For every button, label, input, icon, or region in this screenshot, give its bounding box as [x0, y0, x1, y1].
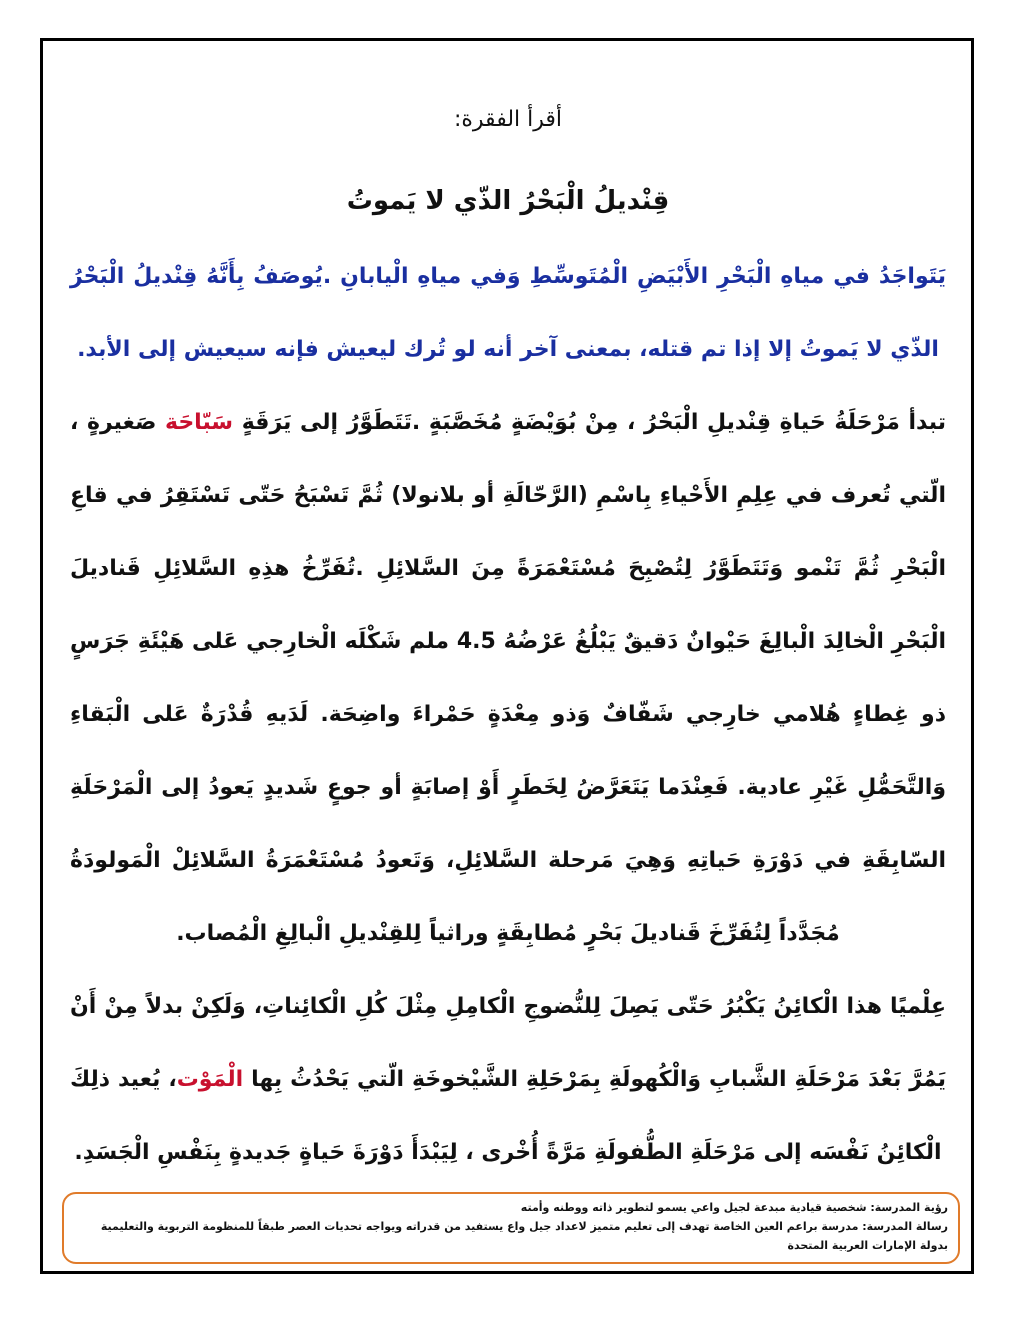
school-vision: رؤية المدرسة: شخصية قيادية مبدعة لجيل واعي يسمو لتطوير ذاته ووطنه وأمته [520, 1201, 948, 1214]
passage-title: قِنْديلُ الْبَحْرُ الذّي لا يَموتُ [346, 186, 670, 216]
rebirth-text-start: عِلْميًا هذا الْكائِنُ يَكْبُرُ حَتّى يَصِلَ لِلنُّضوجِ الْكامِلِ مِثْلَ كُلِ الْكائِناتِ، وَلَكِنْ بدلاً مِنْ أَنْ يَمُرَّ بَعْدَ مَرْحَلَةِ الشَّبابِ وَالْكُهولَةِ بِمَرْحَلِةِ الشَّيْخوخَةِ الّتي يَحْدُثُ بِها [70, 994, 946, 1092]
rebirth-paragraph [70, 970, 946, 1189]
life-cycle-text-end: صَغيرةٍ ، الّتي تُعرف في عِلِمِ الأَحْياءِ بِاسْمِ (الرَّحّالَةِ أو بلانولا) ثُمَّ تَسْبَحُ حَتّى تَسْتَقِرُ في قاعِ الْبَحْرِ ثُمَّ تَنْمو وَتَتَطَوَّرُ لِتُصْبِحَ مُسْتَعْمَرَةً مِنَ السَّلائِلِ .تُفَرِّخُ هذِهِ السَّلائِلِ قَناديلَ الْبَحْرِ الْخالِدَ الْبالِغَ حَيْوانٌ دَقيقٌ يَبْلُغُ عَرْضُهُ 4.5 ملم شَكْلَه الْخارِجي عَلى هَيْئَةِ جَرَسٍ ذو غِطاءٍ هُلامي خارِجي شَفّافٌ وَذو مِعْدَةٍ حَمْراءَ واضِحَة. لَدَيهِ قُدْرَةٌ عَلى الْبَقاءِ وَالتَّحَمُّلِ غَيْرِ عادية. فَعِنْدَما يَتَعَرَّضُ لِخَطَرٍ أَوْ إصابَةٍ أو جوعٍ شَديدٍ يَعودُ إلى الْمَرْحَلَةِ السّابِقَةِ في دَوْرَةِ حَياتِهِ وَهِيَ مَرحلة السَّلائِلِ، وَتَعودُ مُسْتَعْمَرَةُ السَّلائِلْ الْمَولودَةُ مُجَدَّداً لِتُفَرِّخَ قَناديلَ بَحْرٍ مُطابِقَةٍ وراثياً لِلقِنْديلِ الْبالِغِ الْمُصاب. [70, 410, 946, 946]
reading-content [70, 100, 946, 1189]
life-cycle-paragraph [70, 386, 946, 970]
highlight-death: الْمَوْت [176, 1067, 244, 1092]
instruction-heading: أقرأ الفقرة: [453, 107, 563, 132]
rebirth-text-end: ، يُعيد ذلِكَ الْكائِنُ نَفْسَه إلى مَرْحَلَةِ الطُّفولَةِ مَرَّةً أُخْرى ، لِيَبْدَأَ دَوْرَةَ حَياةٍ جَديدةٍ بِنَفْسِ الْجَسَدِ. [70, 1067, 942, 1165]
school-footer-box [62, 1192, 960, 1264]
intro-paragraph: يَتَواجَدُ في مياهِ الْبَحْرِ الأَبْيَضِ الْمُتَوسِّطِ وَفي مياهِ الْيابانِ .يُوصَفُ بِأَنَّهُ قِنْديلُ الْبَحْرُ الذّي لا يَموتُ إلا إذا تم قتله، بمعنى آخر أنه لو تُرك ليعيش فإنه سيعيش إلى الأبد. [70, 264, 946, 362]
school-mission: رسالة المدرسة: مدرسة براعم العين الخاصة تهدف إلى تعليم متميز لاعداد جيل واع يستفيد من قدراته ويواجه تحديات العصر طبقاً للمنظومة التربوية والتعليمية بدولة الإمارات العربية المتحدة [100, 1220, 948, 1252]
life-cycle-text-start: تبدأ مَرْحَلَةُ حَياةِ قِنْديلِ الْبَحْرُ ، مِنْ بُوَيْضَةٍ مُخَصَّبَةٍ .تَتَطَوَّرُ إلى يَرَقَةٍ [233, 410, 946, 435]
highlight-swimming: سَبّاحَة [164, 410, 234, 435]
